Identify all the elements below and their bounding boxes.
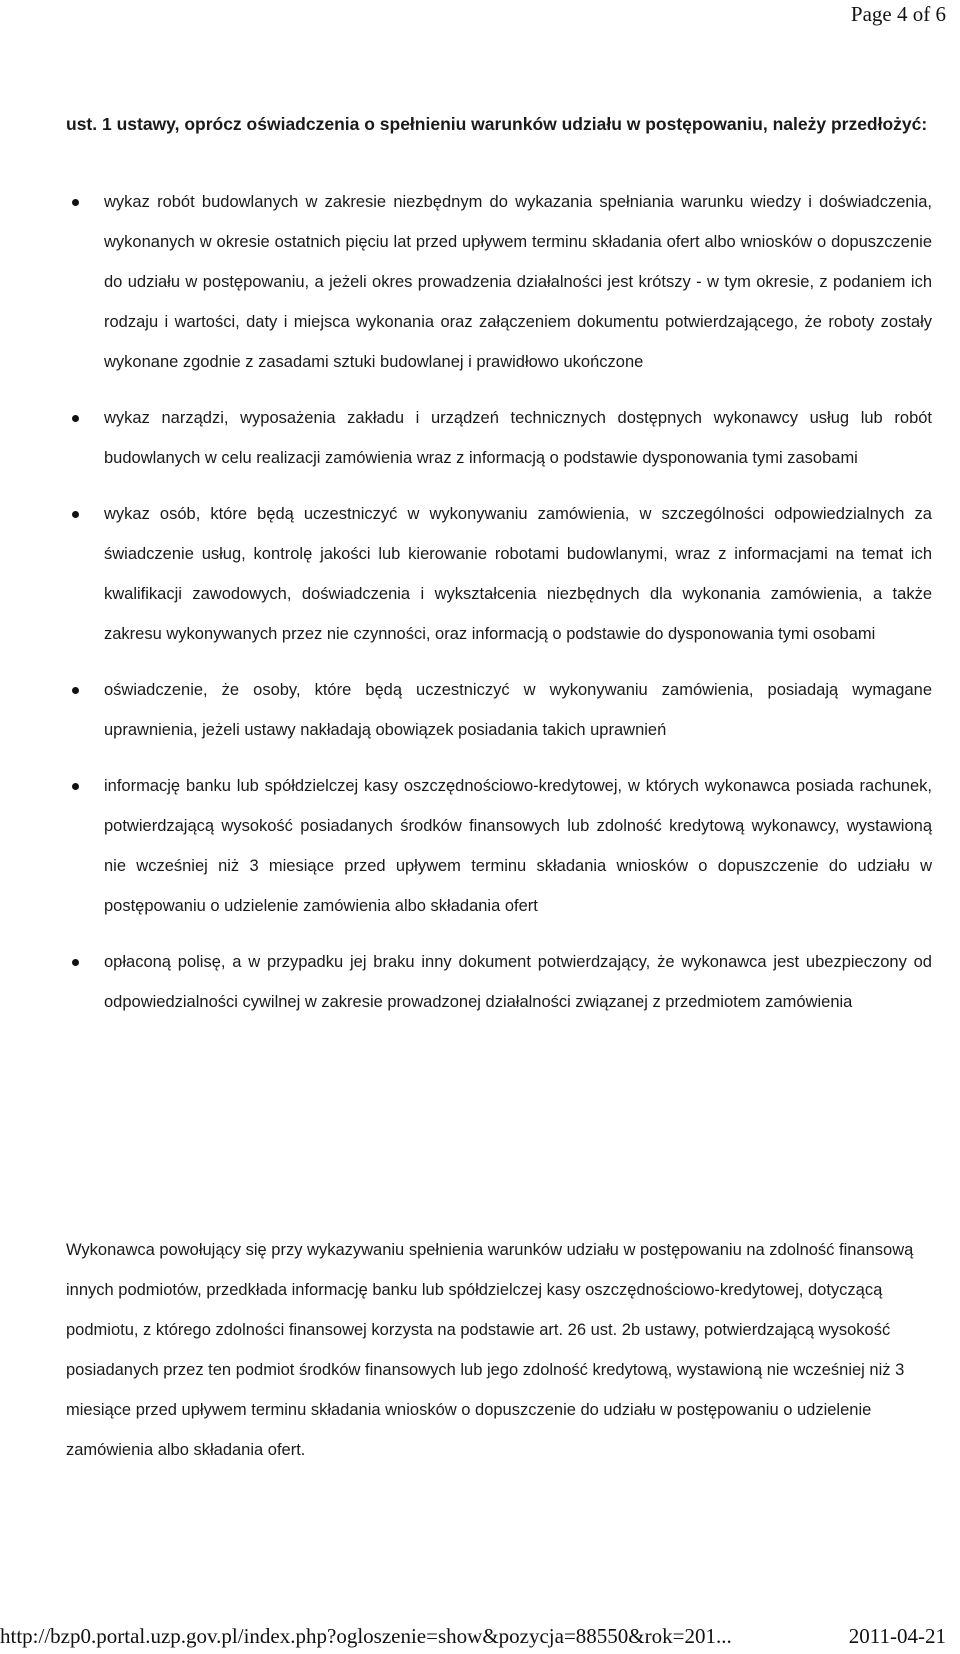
page-number: Page 4 of 6: [850, 2, 946, 26]
bullet-icon: [72, 783, 79, 790]
list-item: [0, 766, 932, 926]
list-item-text: opłaconą polisę, a w przypadku jej braku inny dokument potwierdzający, że wykonawca jest ubezpieczony od odpowiedzialności cywilnej w zakresie prowadzonej działalności związanej z przedmiotem zamówienia: [104, 953, 932, 1011]
bullet-icon: [72, 199, 79, 206]
bullet-icon: [72, 959, 79, 966]
list-item: [0, 942, 932, 1022]
intro-paragraph: ust. 1 ustawy, oprócz oświadczenia o spełnieniu warunków udziału w postępowaniu, należy przedłożyć:: [66, 114, 928, 134]
requirements-list: [0, 182, 960, 1038]
list-item-text: wykaz narządzi, wyposażenia zakładu i urządzeń technicznych dostępnych wykonawcy usług lub robót budowlanych w celu realizacji zamówienia wraz z informacją o podstawie dysponowania tymi zasobami: [104, 409, 932, 467]
closing-paragraph: Wykonawca powołujący się przy wykazywaniu spełnienia warunków udziału w postępowaniu na zdolność finansową innych podmiotów, przedkłada informację banku lub spółdzielczej kasy oszczędnościowo-kredytowej, dotyczącą podmiotu, z którego zdolności finansowej korzysta na podstawie art. 26 ust. 2b ustawy, potwierdzającą wysokość posiadanych przez ten podmiot środków finansowych lub jego zdolność kredytową, wystawioną nie wcześniej niż 3 miesiące przed upływem terminu składania wniosków o dopuszczenie do udziału w postępowaniu o udzielenie zamówienia albo składania ofert.: [66, 1241, 914, 1459]
footer-date: 2011-04-21: [848, 1624, 946, 1648]
footer-url: http://bzp0.portal.uzp.gov.pl/index.php?ogloszenie=show&pozycja=88550&rok=201...: [0, 1624, 732, 1648]
list-item-text: wykaz osób, które będą uczestniczyć w wykonywaniu zamówienia, w szczególności odpowiedzialnych za świadczenie usług, kontrolę jakości lub kierowanie robotami budowlanymi, wraz z informacjami na temat ich kwalifikacji zawodowych, doświadczenia i wykształcenia niezbędnych dla wykonania zamówienia, a także zakresu wykonywanych przez nie czynności, oraz informacją o podstawie do dysponowania tymi osobami: [104, 505, 932, 643]
bullet-icon: [72, 415, 79, 422]
list-item: [0, 494, 932, 654]
list-item: [0, 398, 932, 478]
list-item: [0, 670, 932, 750]
bullet-icon: [72, 687, 79, 694]
page-footer: [0, 1622, 960, 1654]
list-item: [0, 182, 932, 382]
list-item-text: informację banku lub spółdzielczej kasy oszczędnościowo-kredytowej, w których wykonawca posiada rachunek, potwierdzającą wysokość posiadanych środków finansowych lub zdolność kredytową wykonawcy, wystawioną nie wcześniej niż 3 miesiące przed upływem terminu składania wniosków o dopuszczenie do udziału w postępowaniu o udzielenie zamówienia albo składania ofert: [104, 777, 932, 915]
bullet-icon: [72, 511, 79, 518]
list-item-text: oświadczenie, że osoby, które będą uczestniczyć w wykonywaniu zamówienia, posiadają wymagane uprawnienia, jeżeli ustawy nakładają obowiązek posiadania takich uprawnień: [104, 681, 932, 739]
list-item-text: wykaz robót budowlanych w zakresie niezbędnym do wykazania spełniania warunku wiedzy i doświadczenia, wykonanych w okresie ostatnich pięciu lat przed upływem terminu składania ofert albo wniosków o dopuszczenie do udziału w postępowaniu, a jeżeli okres prowadzenia działalności jest krótszy - w tym okresie, z podaniem ich rodzaju i wartości, daty i miejsca wykonania oraz załączeniem dokumentu potwierdzającego, że roboty zostały wykonane zgodnie z zasadami sztuki budowlanej i prawidłowo ukończone: [104, 193, 932, 371]
